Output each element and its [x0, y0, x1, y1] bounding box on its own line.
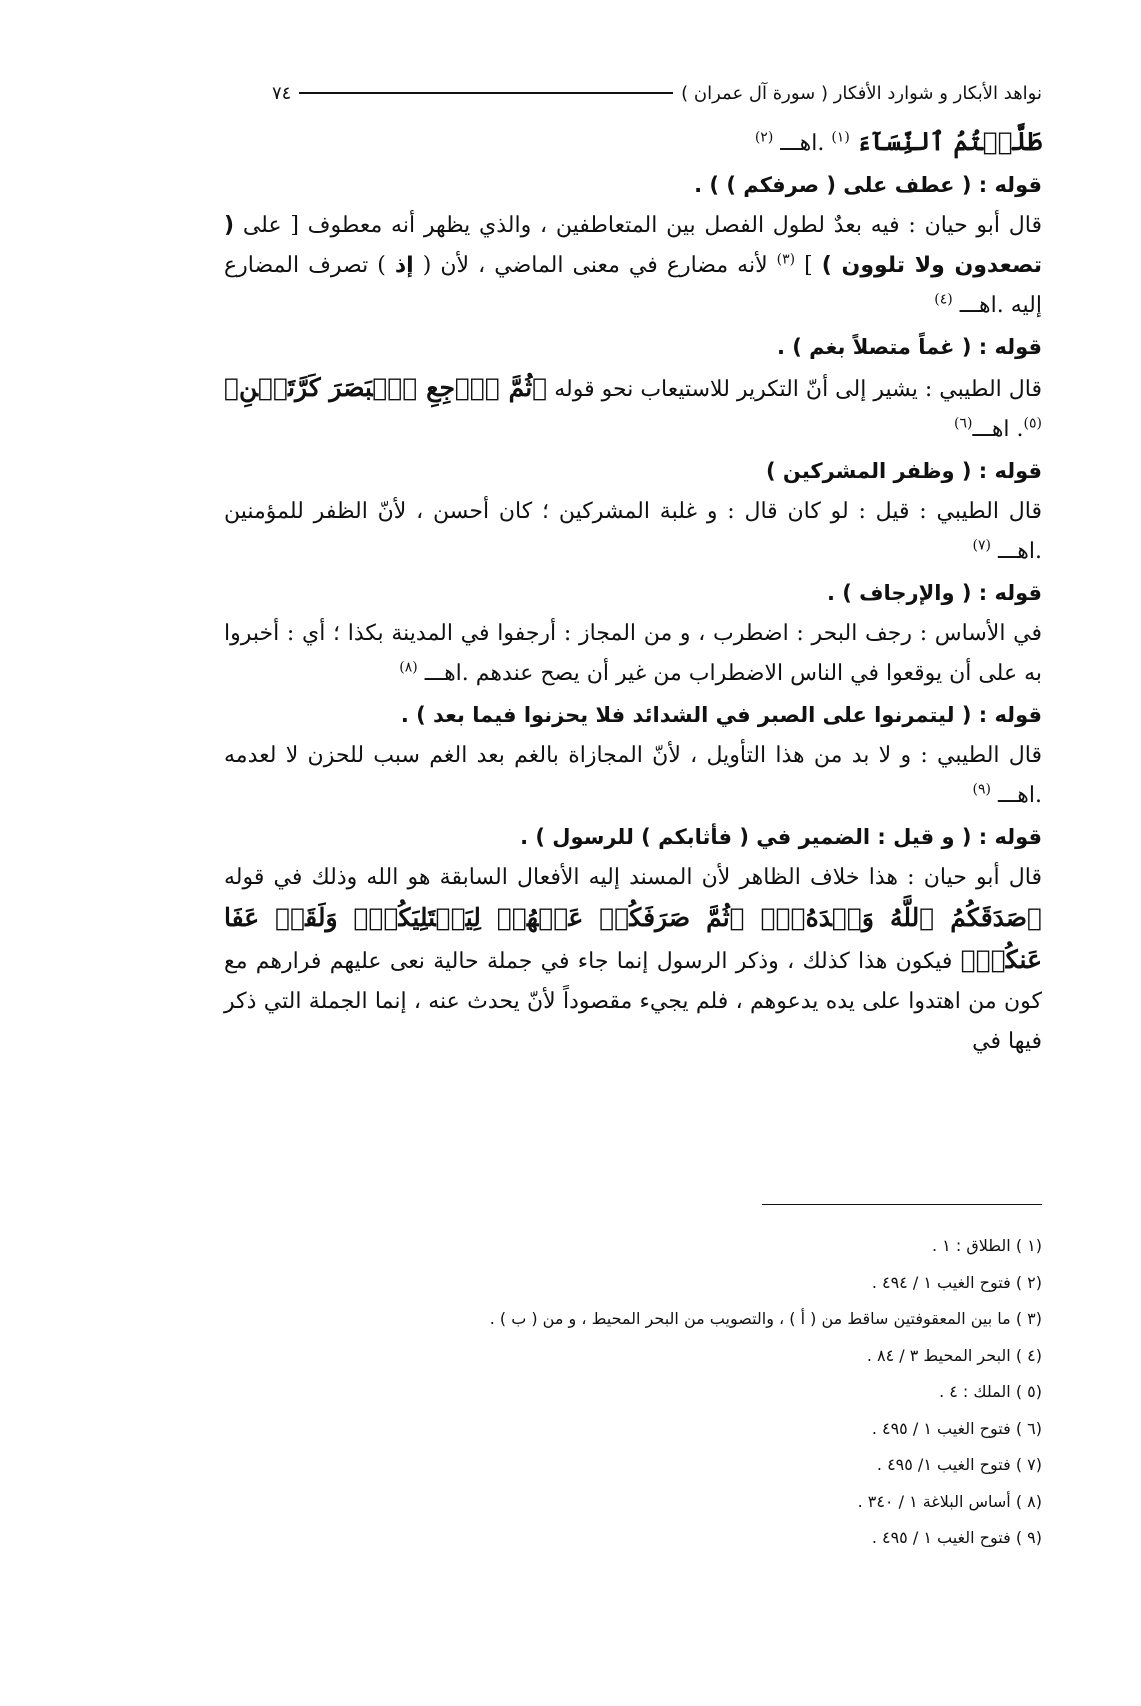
footnote: (٥ ) الملك : ٤ . [939, 1382, 1042, 1401]
footnote: (١ ) الطلاق : ١ . [932, 1236, 1042, 1255]
footnote-ref: (٥) [1023, 415, 1042, 432]
footnote: (٣ ) ما بين المعقوفتين ساقط من ( أ ) ، والتصويب من البحر المحيط ، و من ( ب ) . [489, 1309, 1042, 1328]
footnote-ref: (٣) [776, 251, 796, 268]
text: . اهـــ [972, 417, 1024, 442]
paragraph [224, 368, 1042, 450]
header-rule [299, 92, 673, 94]
paragraph [224, 736, 1042, 816]
quoted-word: إذ [394, 253, 414, 278]
footnote-separator [762, 1204, 1042, 1205]
footnote-ref: (٨) [399, 659, 418, 676]
section-heading: قوله : ( وظفر المشركين ) [766, 459, 1042, 483]
section-heading: قوله : ( و قيل : الضمير في ( فأثابكم ) للرسول ) . [520, 825, 1042, 849]
paragraph [224, 858, 1042, 1062]
section-heading: قوله : ( عطف على ( صرفكم ) ) . [694, 173, 1042, 197]
footnote-ref: (٩) [972, 781, 991, 798]
footnote: (٧ ) فتوح الغيب ١/ ٤٩٥ . [876, 1455, 1042, 1474]
footnotes [420, 1228, 1042, 1557]
text: ] [795, 253, 822, 278]
section-heading: قوله : ( ليتمرنوا على الصبر في الشدائد فلا يحزنوا فيما بعد ) . [400, 703, 1042, 727]
page-number: ٧٤ [272, 82, 292, 104]
text: قال الطيبي : و لا بد من هذا التأويل ، لأنّ المجازاة بالغم بعد الغم سبب للحزن لا لعدمه .اهـــ [224, 743, 1042, 808]
footnote: (٩ ) فتوح الغيب ١ / ٤٩٥ . [871, 1528, 1042, 1547]
text: ) تصرف المضارع إليه .اهـــ [224, 253, 1042, 318]
continuation-line [224, 122, 1042, 164]
paragraph [224, 206, 1042, 326]
text: قال الطيبي : قيل : لو كان قال : و غلبة المشركين ؛ كان أحسن ، لأنّ الظفر للمؤمنين .اهـــ [224, 499, 1042, 564]
section-heading: قوله : ( والإرجاف ) . [826, 581, 1042, 605]
running-header [272, 78, 1042, 108]
body-text [224, 122, 1042, 1062]
text: فيكون هذا كذلك ، وذكر الرسول إنما جاء في جملة حالية نعى عليهم فرارهم مع كون من اهتدوا على يده يدعوهم ، فلم يجيء مقصوداً لأنّ يحدث عنه ، إنما الجملة التي ذكر فيها في [224, 949, 1042, 1054]
footnote-ref: (٦) [954, 415, 973, 432]
quoted-phrase: ( تصعدون ولا تلوون ) [224, 213, 1043, 278]
paragraph [224, 614, 1042, 694]
footnote: (٦ ) فتوح الغيب ١ / ٤٩٥ . [871, 1418, 1042, 1438]
text: قال أبو حيان : هذا خلاف الظاهر لأن المسند إليه الأفعال السابقة هو الله وذلك في قوله [224, 865, 1042, 890]
footnote: (٨ ) أساس البلاغة ١ / ٣٤٠ . [857, 1491, 1042, 1511]
footnote-ref: (١) [831, 129, 850, 146]
section-heading: قوله : ( غماً متصلاً بغم ) . [776, 335, 1042, 359]
footnote: (٤ ) البحر المحيط ٣ / ٨٤ . [866, 1345, 1042, 1365]
footnote-ref: (٤) [934, 291, 953, 308]
quran-verse: ﴿صَدَقَكُمُ ٱللَّهُ وَعۡدَهُۥٓ﴾ ﴿ثُمَّ صَرَفَكُمۡ عَنۡهُمۡ لِيَبۡتَلِيَكُمۡۖ وَلَقَدۡ عَفَا عَنكُمۡ﴾ [224, 903, 1042, 974]
footnote-ref: (٧) [972, 537, 991, 554]
footnote-ref: (٢) [754, 129, 774, 146]
text: .اهـــ [773, 131, 825, 156]
paragraph [224, 492, 1042, 572]
quran-verse: ﴿ثُمَّ ٱرۡجِعِ ٱلۡبَصَرَ كَرَّتَيۡنِ﴾ [224, 373, 548, 402]
text: قال الطيبي : يشير إلى أنّ التكرير للاستيعاب نحو قوله [547, 377, 1042, 402]
text: لأنه مضارع في معنى الماضي ، لأن ( [413, 253, 777, 278]
text: قال أبو حيان : فيه بعدٌ لطول الفصل بين المتعاطفين ، والذي يظهر أنه معطوف [ على [234, 213, 1042, 238]
text: في الأساس : رجف البحر : اضطرب ، و من المجاز : أرجفوا في المدينة بكذا ؛ أي : أخبروا به على أن يوقعوا في الناس الاضطراب من غير أن يصح عندهم .اهـــ [224, 621, 1042, 686]
footnote: (٢ ) فتوح الغيب ١ / ٤٩٤ . [871, 1272, 1042, 1292]
header-title: نواهد الأبكار و شوارد الأفكار ( سورة آل عمران ) [681, 82, 1042, 104]
quran-verse: طَلَّقۡتُمُ ٱلنِّسَآءَ [856, 127, 1042, 156]
